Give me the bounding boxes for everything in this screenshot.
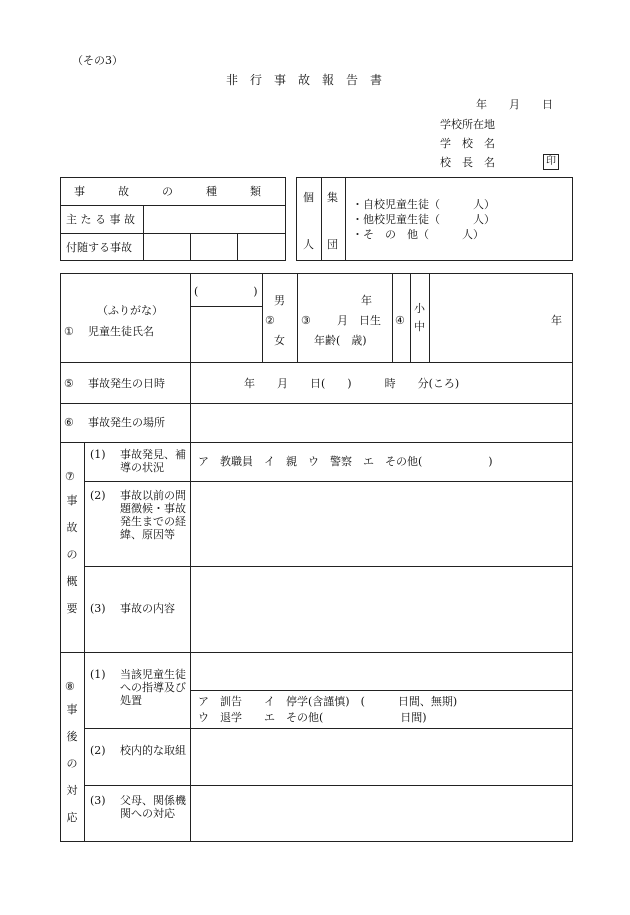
school-level-elementary[interactable]: 小 [414,302,425,315]
item-number-7: ⑦ [65,470,75,483]
accident-type-header: 事 故 の 種 類 [74,185,261,198]
birth-year-label: 年 [361,294,372,307]
discovery-label: 事故発見、補導の状況 [120,448,186,474]
page-number: （その3） [72,54,123,67]
sub-accident-field-1[interactable] [144,234,190,260]
page-title: 非 行 事 故 報 告 書 [226,73,383,87]
item-number-6: ⑥ [64,416,74,429]
school-efforts-label: 校内的な取組 [120,744,186,757]
school-name-label: 学 校 名 [440,137,495,150]
response-sub-number-2: (2) [90,744,106,757]
individual-label-bottom: 人 [303,238,314,251]
summary-sub-number-2: (2) [90,489,106,502]
group-label-top: 集 [327,191,338,204]
guidance-label: 当該児童生徒への指導及び処置 [120,668,186,707]
gender-male[interactable]: 男 [274,294,285,307]
count-other-school: ・他校児童生徒（ 人） [352,213,495,226]
count-own-school: ・自校児童生徒（ 人） [352,198,495,211]
seal-icon: 印 [543,154,559,170]
student-name-field[interactable] [191,307,261,361]
occurrence-place-field[interactable] [191,404,572,441]
main-accident-label: 主 た る 事 故 [66,213,135,226]
occurrence-place-label: 事故発生の場所 [88,416,165,429]
item-number-8: ⑧ [65,680,75,693]
principal-name-label: 校 長 名 [440,156,495,169]
school-level-middle[interactable]: 中 [414,320,425,333]
occurrence-time-label: 事故発生の日時 [88,377,165,390]
parents-agencies-field[interactable] [191,786,572,841]
school-efforts-field[interactable] [191,729,572,784]
sub-accident-label: 付随する事故 [66,241,132,254]
furigana-label: （ふりがな） [97,304,163,317]
sub-accident-field-3[interactable] [238,234,285,260]
summary-vertical-label: 事 故 の 概 要 [66,494,78,615]
student-name-label: 児童生徒氏名 [88,325,154,338]
gender-female[interactable]: 女 [274,334,285,347]
item-number-1: ① [64,325,74,338]
measure-options-line1[interactable]: ア 訓告 イ 停学(含謹慎) ( 日間、無期) [198,695,458,708]
summary-sub-number-3: (3) [90,602,106,615]
furigana-field[interactable]: ( ) [194,285,258,298]
item-number-4: ④ [395,314,405,327]
response-sub-number-3: (3) [90,794,106,807]
response-sub-number-1: (1) [90,668,106,681]
background-label: 事故以前の問題徴候・事故発生までの経緯、原因等 [120,489,186,541]
discovery-options[interactable]: ア 教職員 イ 親 ウ 警察 エ その他( ) [198,455,493,468]
school-address-label: 学校所在地 [440,118,495,131]
background-field[interactable] [191,482,572,565]
occurrence-time-field[interactable]: 年 月 日( ) 時 分(ころ) [244,377,460,390]
age-label: 年齢( 歳) [314,334,367,347]
response-vertical-label: 事 後 の 対 応 [66,703,78,824]
summary-sub-number-1: (1) [90,448,106,461]
accident-content-label: 事故の内容 [120,602,175,615]
count-other: ・そ の 他（ 人） [352,228,484,241]
report-date: 年 月 日 [476,98,553,111]
measure-options-line2[interactable]: ウ 退学 エ その他( 日間) [198,711,427,724]
item-number-2: ② [265,314,275,327]
accident-content-field[interactable] [191,567,572,651]
sub-accident-field-2[interactable] [191,234,237,260]
item-number-5: ⑤ [64,377,74,390]
birth-month-day-label: 月 日生 [337,314,381,327]
main-accident-field[interactable] [144,206,285,232]
guidance-field[interactable] [191,653,572,689]
item-number-3: ③ [301,314,311,327]
group-label-bottom: 団 [327,238,338,251]
parents-agencies-label: 父母、関係機関への対応 [120,794,186,820]
grade-label: 年 [551,314,562,327]
individual-label-top: 個 [303,191,314,204]
